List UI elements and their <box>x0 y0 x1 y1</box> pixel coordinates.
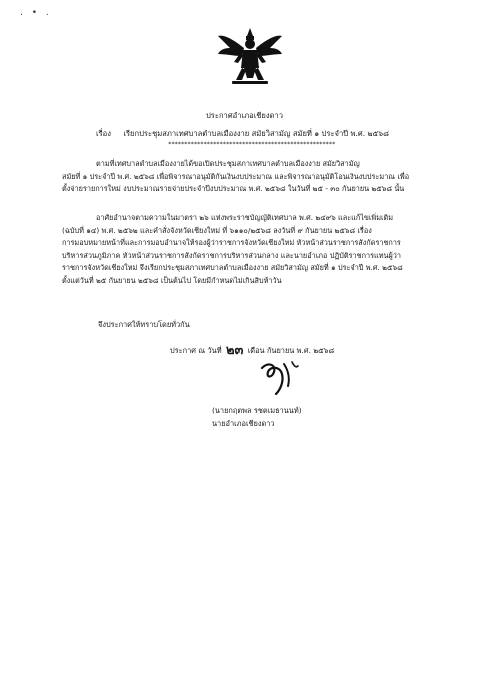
paragraph-2-line: ตั้งแต่วันที่ ๒๕ กันยายน ๒๕๖๘ เป็นต้นไป โดยมีกำหนดไม่เกินสิบห้าวัน <box>62 275 282 285</box>
date-prefix: ประกาศ ณ <box>170 346 206 355</box>
date-line <box>170 338 334 359</box>
margin-marks: . • . <box>20 8 52 18</box>
signature-icon <box>254 356 304 396</box>
date-day-label: วันที่ <box>207 346 222 355</box>
date-day-handwritten: ๒๓ <box>225 343 244 358</box>
paragraph-2-line: อาศัยอำนาจตามความในมาตรา ๒๖ แห่งพระราชบัญญัติเทศบาล พ.ศ. ๒๔๙๖ และแก้ไขเพิ่มเติม <box>96 213 394 222</box>
document-title: ประกาศอำเภอเชียงดาว <box>205 111 283 120</box>
paragraph-2-line: (ฉบับที่ ๑๔) พ.ศ. ๒๕๖๒ และคำสั่งจังหวัดเชียงใหม่ ที่ ๖๑๑๐/๒๕๖๘ ลงวันที่ ๙ กันยายน ๒๕๖๘ เรื่อง <box>62 225 372 235</box>
paragraph-2-line: การมอบหมายหน้าที่และการมอบอำนาจให้รองผู้ว่าราชการจังหวัดเชียงใหม่ หัวหน้าส่วนราชการสังกัดราชการ <box>62 238 401 248</box>
date-rest: เดือน กันยายน พ.ศ. ๒๕๖๘ <box>247 346 335 355</box>
paragraph-1-line: สมัยที่ ๑ ประจำปี พ.ศ. ๒๕๖๘ เพื่อพิจารณาอนุมัติกันเงินงบประมาณ และพิจารณาอนุมัติโอนเงินงบประมาณ เพื่อ <box>62 171 410 181</box>
paragraph-1 <box>62 158 434 196</box>
separator-line: **************************************************** <box>168 141 336 148</box>
announcement-line: จึงประกาศให้ทราบโดยทั่วกัน <box>98 320 190 329</box>
signer-block <box>212 404 302 430</box>
paragraph-2-line: บริหารส่วนภูมิภาค หัวหน้าส่วนราชการสังกัดราชการบริหารส่วนกลาง และนายอำเภอ ปฏิบัติราชการแทนผู้ว่า <box>62 250 401 260</box>
subject-label: เรื่อง <box>96 129 111 138</box>
signer-position: นายอำเภอเชียงดาว <box>212 419 275 428</box>
paragraph-1-line: ตามที่เทศบาลตำบลเมืองงายได้ขอเปิดประชุมสภาเทศบาลตำบลเมืองงาย สมัยวิสามัญ <box>96 159 360 168</box>
subject-text: เรียกประชุมสภาเทศบาลตำบลเมืองงาย สมัยวิสามัญ สมัยที่ ๑ ประจำปี พ.ศ. ๒๕๖๘ <box>123 129 389 138</box>
subject-line <box>96 128 389 140</box>
paragraph-1-line: ตั้งจ่ายรายการใหม่ งบประมาณรายจ่ายประจำปีงบประมาณ พ.ศ. ๒๕๖๘ ในวันที่ ๒๕ - ๓๐ กันยายน ๒๕๖๘ นั้น <box>62 184 405 194</box>
garuda-emblem-icon <box>216 26 284 88</box>
paragraph-2 <box>62 212 434 288</box>
signer-name: (นายกฤตพล รชตเมธานนท์) <box>212 406 302 415</box>
paragraph-2-line: ราชการจังหวัดเชียงใหม่ จึงเรียกประชุมสภาเทศบาลตำบลเมืองงาย สมัยวิสามัญ สมัยที่ ๑ ประจำปี พ.ศ. ๒๕๖๘ <box>62 263 403 273</box>
